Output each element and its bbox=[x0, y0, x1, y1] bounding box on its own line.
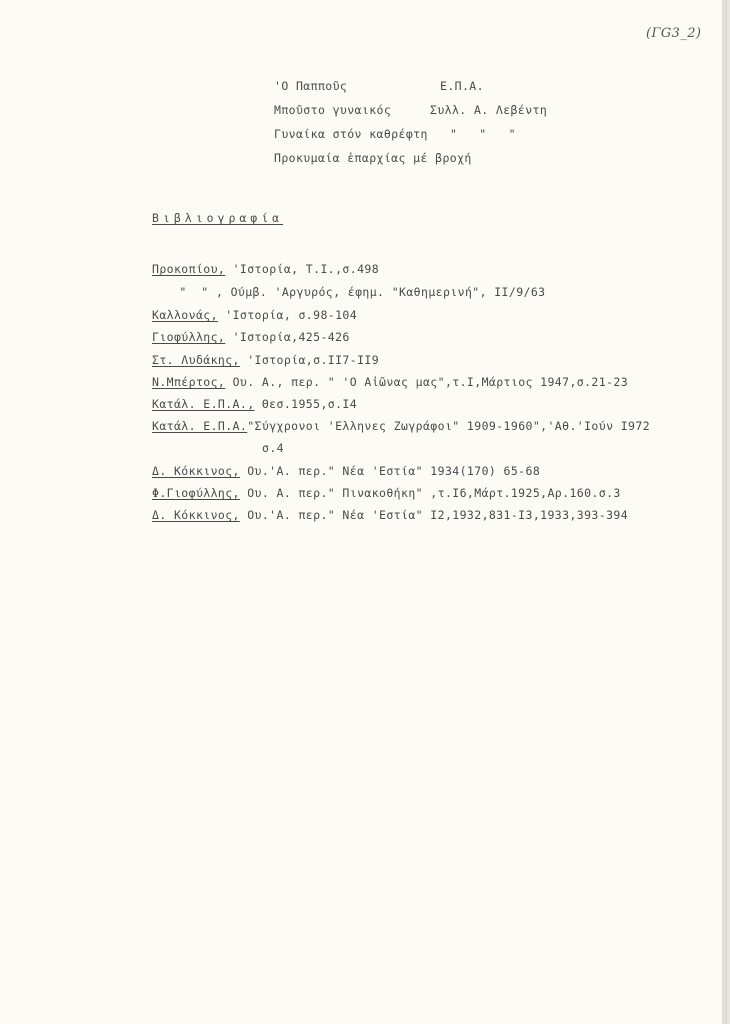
entry-author: Δ. Κόκκινος, bbox=[152, 464, 240, 478]
entry-text: 'Ιστορία, Τ.Ι.,σ.498 bbox=[225, 262, 380, 276]
entry-author: Καλλονάς, bbox=[152, 308, 218, 322]
bibliography-entry bbox=[152, 419, 650, 433]
entry-text: Ου.'Α. περ." Νέα 'Εστία" Ι2,1932,831-Ι3,1933,393-394 bbox=[239, 508, 629, 522]
work-source-2: Συλλ. Α. Λεβέντη bbox=[430, 103, 548, 117]
entry-text: 'Ιστορία,σ.ΙΙ7-ΙΙ9 bbox=[239, 353, 380, 367]
bibliography-entry bbox=[152, 262, 379, 276]
entry-text: "Σύγχρονοι 'Ελληνες Ζωγράφοι" 1909-1960",'Αθ.'Ιούν Ι972 bbox=[247, 419, 651, 433]
entry-author: Ν.Μπέρτος, bbox=[152, 375, 226, 389]
entry-author: Προκοπίου, bbox=[152, 262, 226, 276]
bibliography-entry bbox=[152, 330, 350, 344]
entry-author: Κατάλ. Ε.Π.Α., bbox=[152, 397, 255, 411]
entry-author: Κατάλ. Ε.Π.Α. bbox=[152, 419, 248, 433]
entry-text: " " , Ούμβ. 'Αργυρός, έφημ. "Καθημερινή", ΙΙ/9/63 bbox=[172, 285, 546, 299]
handwritten-reference-note: (ΓG3_2) bbox=[646, 26, 702, 41]
work-source-3: " " " bbox=[450, 127, 516, 141]
entry-text: Ου. Α. περ." Πινακοθήκη" ,τ.Ι6,Μάρτ.1925,Αρ.160.σ.3 bbox=[239, 486, 621, 500]
entry-text: Ου.'Α. περ." Νέα 'Εστία" 1934(170) 65-68 bbox=[239, 464, 541, 478]
bibliography-entry-continuation bbox=[262, 441, 284, 455]
entry-author: Φ.Γιοφύλλης, bbox=[152, 486, 240, 500]
entry-text: σ.4 bbox=[262, 441, 284, 455]
bibliography-heading: Βιβλιογραφία bbox=[152, 211, 284, 225]
bibliography-entry bbox=[152, 508, 628, 522]
work-title-4: Προκυμαία ἐπαρχίας μέ βροχή bbox=[274, 151, 472, 165]
entry-author: Στ. Λυδάκης, bbox=[152, 353, 240, 367]
bibliography-entry bbox=[172, 285, 546, 299]
bibliography-entry bbox=[152, 375, 628, 389]
page-edge bbox=[722, 0, 726, 1024]
bibliography-entry bbox=[152, 486, 621, 500]
entry-author: Δ. Κόκκινος, bbox=[152, 508, 240, 522]
work-title-2: Μποῦστο γυναικός bbox=[274, 103, 392, 117]
entry-text: 'Ιστορία, σ.98-104 bbox=[217, 308, 358, 322]
bibliography-entry bbox=[152, 308, 357, 322]
entry-text: Ου. Α., περ. " 'Ο Αἰῶνας μας",τ.Ι,Μάρτιος 1947,σ.21-23 bbox=[225, 375, 629, 389]
entry-text: 'Ιστορία,425-426 bbox=[225, 330, 350, 344]
work-title-1: 'Ο Παπποῦς bbox=[274, 79, 348, 93]
bibliography-entry bbox=[152, 353, 379, 367]
work-title-3: Γυναίκα στόν καθρέφτη bbox=[274, 127, 428, 141]
entry-text: Θεσ.1955,σ.Ι4 bbox=[254, 397, 358, 411]
entry-author: Γιοφύλλης, bbox=[152, 330, 226, 344]
bibliography-entry bbox=[152, 464, 540, 478]
bibliography-entry bbox=[152, 397, 357, 411]
work-source-1: Ε.Π.Α. bbox=[440, 79, 484, 93]
